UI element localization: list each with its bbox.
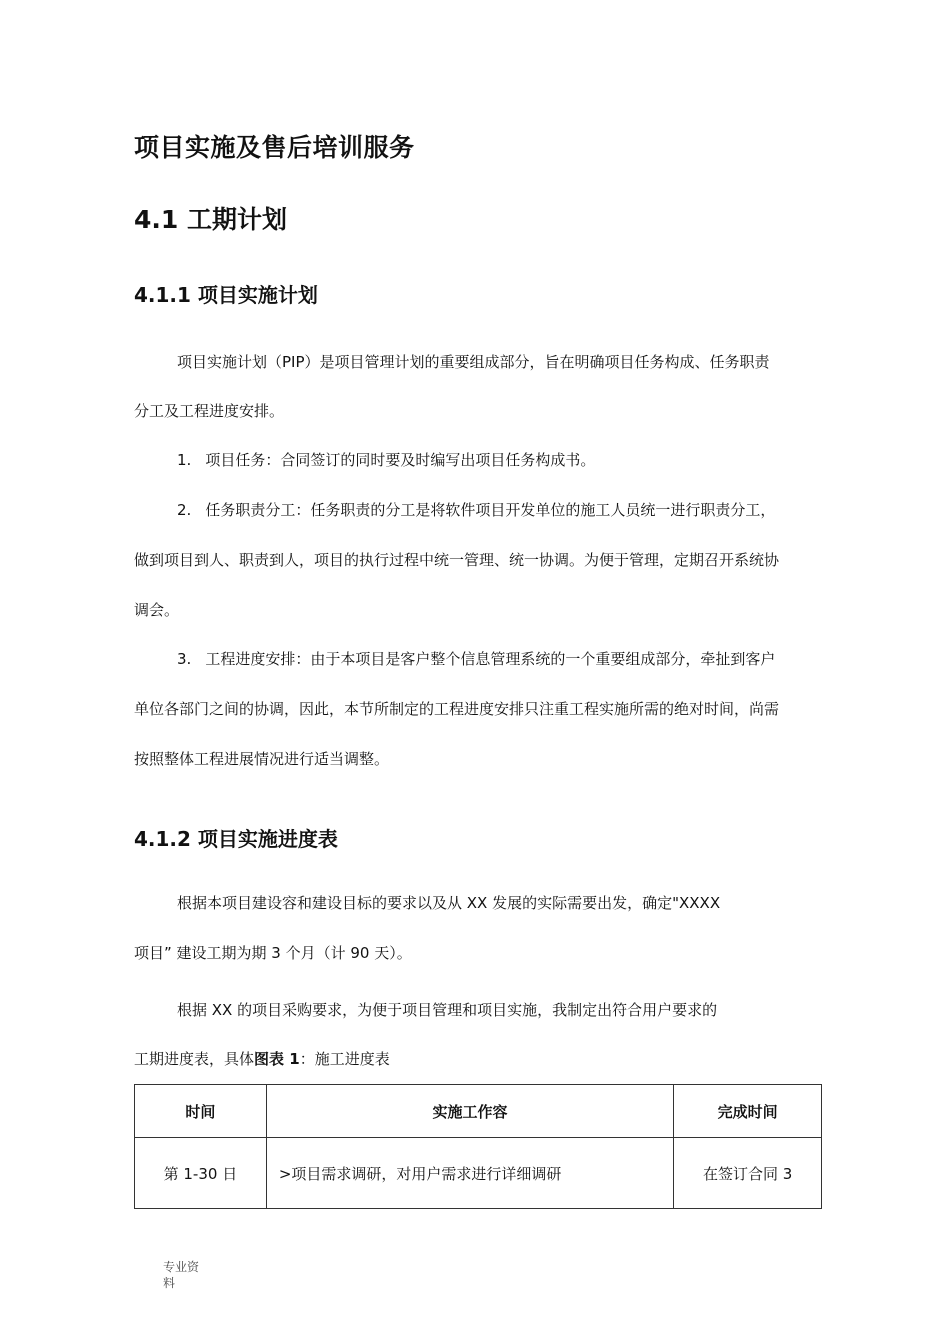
list-item-3-line-3: 按照整体工程进展情况进行适当调整。 [134,750,390,768]
para-text: ：施工进度表 [299,1050,390,1068]
footer-line-2: 料 [163,1276,176,1290]
schedule-para-1-line-2: 项目” 建设工期为期 3 个月（计 90 天）。 [134,944,412,962]
subsection-heading-schedule: 4.1.2 项目实施进度表 [134,827,338,851]
table-row [135,1138,822,1209]
column-header-time: 时间 [135,1085,267,1138]
para-text: 工期进度表，具体 [134,1050,255,1068]
list-item-2 [177,500,775,520]
schedule-para-2-line-2 [134,1049,390,1069]
column-header-work: 实施工作容 [266,1085,673,1138]
list-item-2-line-3: 调会。 [134,601,180,619]
list-item-3 [177,649,775,669]
table-cell-completion: 在签订合同 3 [674,1138,822,1209]
schedule-table [134,1084,822,1209]
list-text: 工程进度安排：由于本项目是客户整个信息管理系统的一个重要组成部分，牵扯到客户 [205,650,776,668]
schedule-para-2-line-1: 根据 XX 的项目采购要求，为便于项目管理和项目实施，我制定出符合用户要求的 [177,1001,718,1019]
table-cell-time: 第 1-30 日 [135,1138,267,1209]
list-text: 任务职责分工：任务职责的分工是将软件项目开发单位的施工人员统一进行职责分工， [205,501,776,519]
schedule-para-1-line-1: 根据本项目建设容和建设目标的要求以及从 XX 发展的实际需要出发，确定"XXXX [177,894,721,912]
list-number: 3. [177,650,192,668]
table-cell-work: >项目需求调研，对用户需求进行详细调研 [266,1138,673,1209]
doc-title: 项目实施及售后培训服务 [134,133,415,162]
list-item-2-line-2: 做到项目到人、职责到人，项目的执行过程中统一管理、统一协调。为便于管理，定期召开系统协 [134,551,780,569]
intro-line-1: 项目实施计划（PIP）是项目管理计划的重要组成部分，旨在明确项目任务构成、任务职责 [177,353,770,371]
subsection-heading-plan: 4.1.1 项目实施计划 [134,283,318,307]
intro-line-2: 分工及工程进度安排。 [134,402,285,420]
footer-note [163,1259,199,1291]
list-item-3-line-2: 单位各部门之间的协调，因此，本节所制定的工程进度安排只注重工程实施所需的绝对时间，尚需 [134,700,780,718]
section-heading: 4.1 工期计划 [134,205,287,234]
footer-line-1: 专业资 [163,1260,200,1274]
list-text: 项目任务：合同签订的同时要及时编写出项目任务构成书。 [205,451,596,469]
list-number: 2. [177,501,192,519]
list-number: 1. [177,451,192,469]
column-header-completion: 完成时间 [674,1085,822,1138]
table-header-row [135,1085,822,1138]
list-item-1 [177,450,595,470]
figure-reference: 图表 1 [254,1050,300,1068]
